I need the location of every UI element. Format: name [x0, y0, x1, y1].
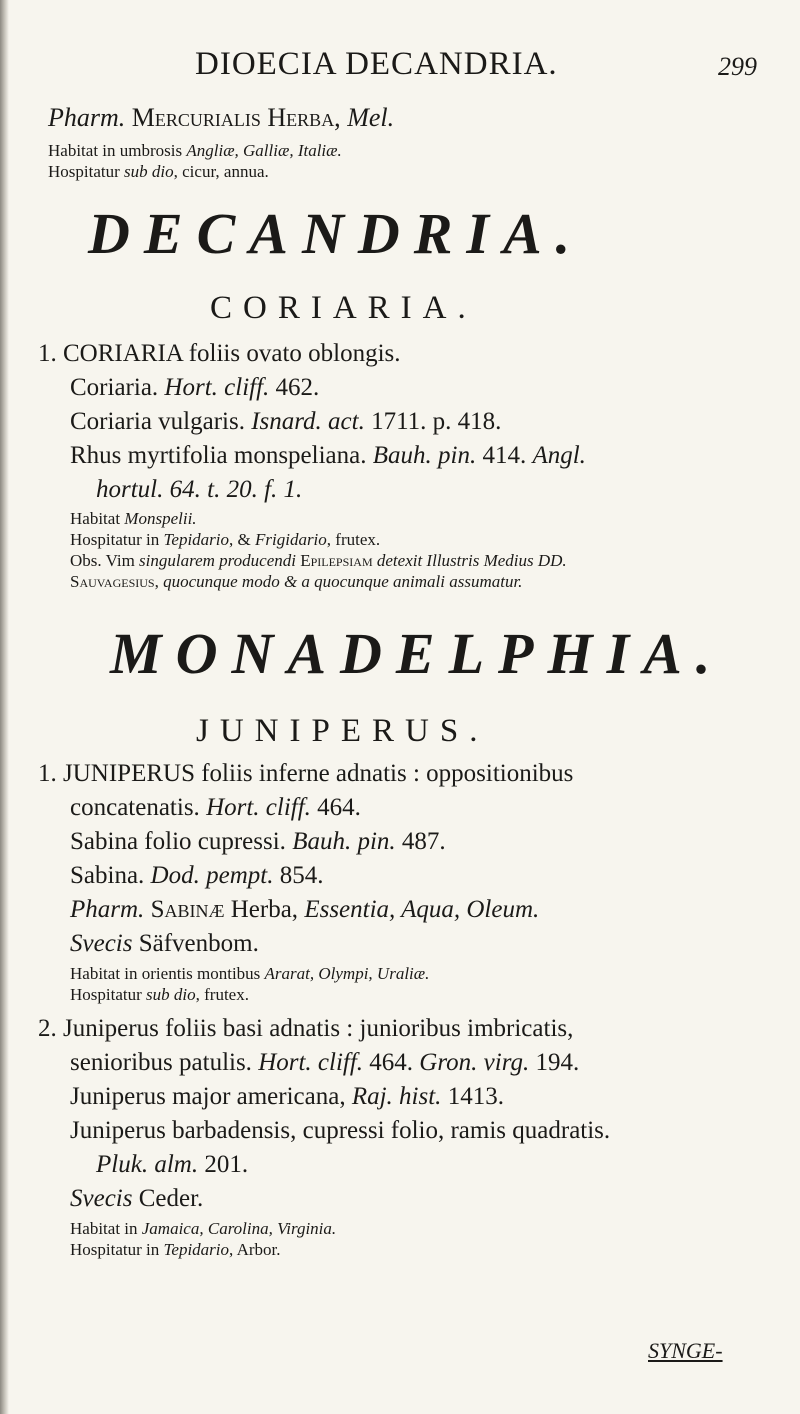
hospitatur-text: Hospitatur — [48, 162, 120, 181]
genus-heading-coriaria: CORIARIA. — [210, 290, 477, 326]
binding-edge — [0, 0, 9, 1414]
juniperus2-habitat — [70, 1219, 336, 1239]
entry-number: 1. — [38, 340, 57, 367]
synonym-page: 854. — [279, 862, 324, 889]
juniperus2-line-2 — [70, 1049, 579, 1077]
synonym-page: 462. — [275, 374, 320, 401]
synonym-ref: Hort. cliff. — [206, 794, 311, 821]
diagnosis-text: Juniperus foliis basi adnatis : junioribus imbricatis, — [63, 1015, 574, 1042]
coriaria-line-2 — [70, 374, 319, 402]
vernacular-label: Svecis — [70, 1185, 133, 1212]
genus-heading-juniperus: JUNIPERUS. — [196, 713, 489, 749]
habitat-places: Jamaica, Carolina, Virginia. — [141, 1219, 337, 1238]
entry-number: 1. — [38, 760, 57, 787]
obs-author: Sauvagesius — [70, 572, 155, 591]
synonym-text: Sabina folio cupressi. — [70, 828, 286, 855]
juniperus2-line-5 — [96, 1151, 248, 1179]
juniperus2-hospitatur — [70, 1240, 281, 1260]
synonym-ref-2: Gron. virg. — [419, 1049, 530, 1076]
section-heading-decandria: DECANDRIA. — [88, 201, 585, 266]
synonym-text: Coriaria vulgaris. — [70, 408, 245, 435]
coriaria-line-3 — [70, 408, 501, 436]
juniperus2-line-3 — [70, 1083, 504, 1111]
synonym-page-2: 194. — [535, 1049, 580, 1076]
vernacular-name: Ceder. — [138, 1185, 204, 1212]
section-heading-monadelphia: MONADELPHIA. — [110, 621, 725, 686]
juniperus2-line-4 — [70, 1117, 610, 1145]
hospitatur-rest: , frutex. — [195, 985, 249, 1004]
coriaria-observation-cont: Sauvagesius, quocunque modo & a quocunque animali assumatur. — [70, 572, 523, 591]
synonym-ref: hortul. — [96, 476, 164, 503]
synonym-text: Juniperus major americana, — [70, 1083, 346, 1110]
hospitatur-where: sub dio — [124, 162, 174, 181]
synonym-ref: Bauh. pin. — [292, 828, 396, 855]
habitat-place: Monspelii. — [124, 509, 197, 528]
coriaria-observation — [70, 551, 567, 571]
juniperus1-habitat — [70, 964, 429, 984]
juniperus1-line-1 — [38, 760, 573, 788]
hospitatur-where: Tepidario — [163, 530, 230, 549]
hospitatur-rest: , frutex. — [326, 530, 381, 549]
synonym-page: 1711. p. 418. — [371, 408, 502, 435]
vernacular-name: Säfvenbom. — [138, 930, 259, 957]
obs-text: Obs. Vim — [70, 551, 135, 570]
juniperus1-line-5 — [70, 896, 539, 924]
synonym-text: Rhus myrtifolia monspeliana. — [70, 442, 367, 469]
synonym-page: 201. — [204, 1151, 249, 1178]
diagnosis-text: foliis ovato oblongis. — [188, 340, 401, 367]
hospitatur-text: Hospitatur in — [70, 530, 160, 549]
mercurialis-habitat — [48, 141, 342, 161]
synonym-ref: Isnard. act. — [251, 408, 365, 435]
synonym-text: Coriaria. — [70, 374, 159, 401]
synonym-ref: Raj. hist. — [351, 1083, 442, 1110]
synonym-text: Sabina. — [70, 862, 145, 889]
mercurialis-ref: Mel. — [347, 103, 395, 132]
coriaria-hospitatur — [70, 530, 380, 550]
pharm-label: Pharm. — [70, 896, 145, 923]
genus-name: CORIARIA — [63, 340, 183, 367]
synonym-page: 487. — [401, 828, 446, 855]
diagnosis-text: concatenatis. — [70, 794, 200, 821]
obs-italic: singularem producendi — [139, 551, 296, 570]
hospitatur-rest: , Arbor. — [229, 1240, 281, 1259]
synonym-ref: Bauh. pin. — [372, 442, 477, 469]
synonym-page: 464. — [317, 794, 361, 821]
pharm-text: Herba, — [230, 896, 299, 923]
juniperus1-line-3 — [70, 828, 446, 856]
catchword: SYNGE- — [648, 1338, 723, 1363]
pharm-label: Pharm. — [48, 103, 126, 132]
hospitatur-where-2: Frigidario — [255, 530, 327, 549]
habitat-places: Angliæ, Galliæ, Italiæ. — [186, 141, 342, 160]
juniperus1-hospitatur — [70, 985, 249, 1005]
hospitatur-rest: , cicur, annua. — [173, 162, 269, 181]
synonym-page: 464. — [369, 1049, 414, 1076]
synonym-ref: Dod. pempt. — [150, 862, 274, 889]
running-title: DIOECIA DECANDRIA. — [195, 46, 558, 82]
juniperus1-line-4 — [70, 862, 323, 890]
obs-italic: quocunque modo & a quocunque animali assumatur. — [163, 572, 523, 591]
coriaria-line-1 — [38, 340, 401, 368]
synonym-ref-2: Angl. — [532, 442, 586, 469]
synonym-ref: Pluk. alm. — [96, 1151, 199, 1178]
synonym-page: 1413. — [447, 1083, 504, 1110]
coriaria-line-5 — [96, 476, 302, 504]
hospitatur-text: Hospitatur — [70, 985, 142, 1004]
hospitatur-where: Tepidario — [163, 1240, 230, 1259]
habitat-text: Habitat in orientis montibus — [70, 964, 261, 983]
habitat-places: Ararat, Olympi, Uraliæ. — [264, 964, 430, 983]
synonym-text: Juniperus barbadensis, cupressi folio, ramis quadratis. — [70, 1117, 611, 1144]
juniperus1-line-6 — [70, 930, 259, 958]
obs-caps: Epilepsiam — [300, 551, 373, 570]
juniperus1-line-2 — [70, 794, 361, 822]
genus-name: JUNIPERUS — [63, 760, 195, 787]
synonym-ref: Hort. cliff. — [164, 374, 270, 401]
synonym-page: 64. t. 20. f. 1. — [169, 476, 303, 503]
hospitatur-where: sub dio — [146, 985, 196, 1004]
entry-number: 2. — [38, 1015, 57, 1042]
pharm-products: Essentia, Aqua, Oleum. — [304, 896, 540, 923]
vernacular-label: Svecis — [70, 930, 133, 957]
habitat-text: Habitat in — [70, 1219, 138, 1238]
habitat-text: Habitat — [70, 509, 121, 528]
mercurialis-text: Mercurialis Herba, — [131, 103, 341, 132]
diagnosis-text: foliis inferne adnatis : oppositionibus — [201, 760, 574, 787]
hospitatur-mid: , & — [229, 530, 251, 549]
page-number: 299 — [718, 52, 757, 81]
mercurialis-pharm-line — [48, 103, 394, 133]
coriaria-habitat — [70, 509, 197, 529]
coriaria-line-4 — [70, 442, 586, 470]
juniperus2-line-1 — [38, 1015, 573, 1043]
mercurialis-hospitatur — [48, 162, 269, 182]
synonym-ref: Hort. cliff. — [258, 1049, 364, 1076]
diagnosis-text: senioribus patulis. — [70, 1049, 252, 1076]
obs-italic-2: detexit Illustris Medius DD. — [376, 551, 567, 570]
habitat-text: Habitat in umbrosis — [48, 141, 183, 160]
juniperus2-line-6 — [70, 1185, 203, 1213]
pharm-caps: Sabinæ — [150, 896, 225, 923]
hospitatur-text: Hospitatur in — [70, 1240, 160, 1259]
synonym-page: 414. — [482, 442, 527, 469]
